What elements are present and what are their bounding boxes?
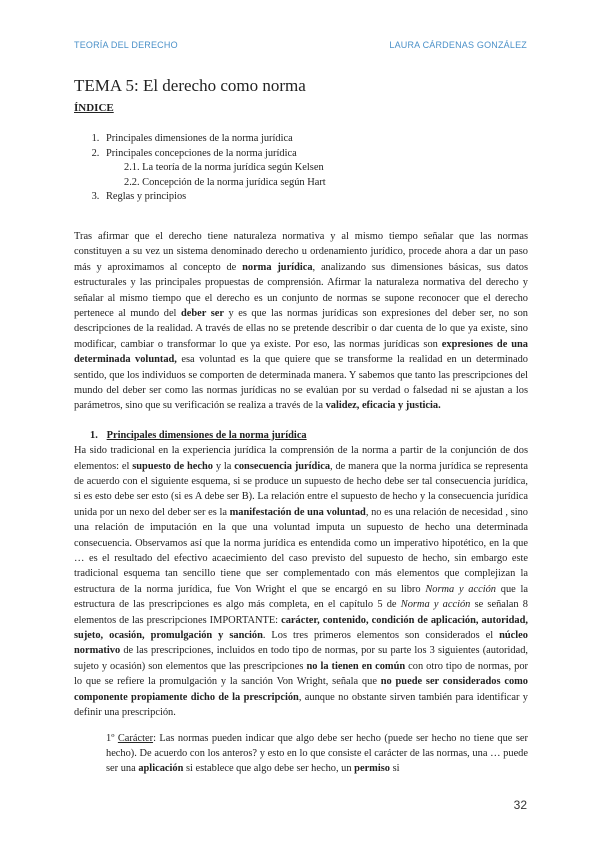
text-run: se señalan 8 elementos de las prescripciones IMPORTANTE:: [74, 599, 528, 626]
underlined-run: Carácter: [117, 732, 154, 744]
toc-item: [102, 147, 528, 191]
toc-item: 3. Reglas y principios: [102, 190, 528, 205]
text-run: si establece que algo debe ser hecho, un: [183, 763, 355, 775]
text-run: . Los tres primeros elementos son considerados el: [262, 630, 500, 642]
running-header-right: LAURA CÁRDENAS GONZÁLEZ: [389, 40, 527, 50]
section-number: 1.: [90, 429, 98, 441]
text-run: , analizando sus dimensiones básicas, sus datos estructurales y las principales propuestas de comprensión. Afirmar la naturaleza normativa del derecho y señalar al mismo tiempo que el derecho es un conjunto de normas se supone reconocer que el derecho pertenece al mundo del: [74, 261, 528, 319]
bold-run: validez, eficacia y justicia.: [325, 400, 441, 412]
bold-run: permiso: [354, 763, 390, 775]
text-run: 1º: [106, 732, 118, 744]
text-run: , no es una relación de necesidad , sino una relación de imputación en la que una voluntad imputa un supuesto de hecho una determinada consecuencia. Observamos así que la norma jurídica es entendida como un imperativo hipotético, en la que … es el resultado del efectivo acaecimiento del caso previsto del supuesto de hecho, sin embargo este tradicional esquema tan sencillo tiene que ser complementado con más elementos que complejizan la estructura de la norma jurídica, fue Von Wright el que se encargó en su libro: [74, 506, 529, 595]
bold-run: manifestación de una voluntad: [229, 506, 366, 518]
text-run: esa voluntad es la que quiere que se transforme la realidad en un determinado sentido, que los individuos se comporten de determinada manera. Y sabemos que tanto las prescripciones del mundo del deber ser como las normas jurídicas no se evalúan por su verdad o falsedad ni se ajustan a los parámetros, sino que su verificación se realiza a través de la: [74, 354, 528, 412]
toc-sublist: [106, 161, 528, 190]
bold-run: no la tienen en común: [306, 660, 406, 672]
text-run: de las prescripciones, incluidos en todo tipo de normas, por su parte los 3 siguientes (autoridad, sujeto y ocasión) son elementos que las prescripciones: [74, 645, 528, 672]
page-number: 32: [513, 798, 527, 812]
section-title: Principales dimensiones de la norma jurídica: [106, 429, 307, 441]
bold-run: carácter, contenido, condición de aplicación, autoridad, sujeto, ocasión, promulgación y sanción: [74, 614, 528, 642]
text-run: , de manera que la norma jurídica se representa de acuerdo con el siguiente esquema, si se produce un supuesto de hecho debe ser tal consecuencia jurídica, si es esto debe ser esto (si es A debe ser B). La relación entre el supuesto de hecho y la consecuencia jurídica unida por un nexo del deber ser es la: [74, 460, 528, 518]
text-run: que la estructura de las prescripciones es algo más completa, en el capítulo 5 de: [74, 583, 528, 611]
page-title: TEMA 5: El derecho como norma: [74, 76, 306, 95]
text-run: con otro tipo de normas, por lo que se refiere la promulgación y la sanción Von Wright, señala que: [74, 660, 528, 688]
bold-run: núcleo normativo: [74, 630, 528, 657]
toc-subitem: 2.1. La teoría de la norma jurídica según Kelsen: [124, 162, 324, 174]
section-paragraph: [74, 443, 528, 720]
table-of-contents: [74, 132, 528, 205]
text-run: Tras afirmar que el derecho tiene naturaleza normativa y al mismo tiempo señalar que las normas constituyen a su vez un sistema denominado derecho u ordenamiento jurídico, procede ahora a dar un paso más y aproximamos al concepto de: [74, 230, 528, 273]
index-heading: ÍNDICE: [74, 102, 114, 114]
bold-run: aplicación: [138, 763, 184, 775]
toc-subitem: 2.2. Concepción de la norma jurídica según Hart: [124, 176, 326, 188]
text-run: Ha sido tradicional en la experiencia jurídica la comprensión de la norma a partir de la conjunción de dos elementos: el: [74, 445, 528, 472]
text-run: si: [389, 763, 400, 775]
italic-run: Norma y acción: [425, 583, 496, 595]
toc-item: 1. Principales dimensiones de la norma jurídica: [102, 132, 528, 147]
bold-run: no puede ser considerados como componente propiamente dicho de la prescripción: [74, 676, 528, 703]
text-run: y la: [212, 460, 235, 472]
text-run: , aunque no obstante sirven también para identificar y definir una prescripción.: [74, 691, 528, 719]
page-content: [74, 76, 528, 777]
section-heading: [74, 428, 528, 443]
bold-run: supuesto de hecho: [132, 460, 213, 472]
text-run: : Las normas pueden indicar que algo debe ser hecho (puede ser hecho no tiene que ser hecho). De acuerdo con los anteros? y esto en lo que consiste el carácter de las normas, una … puede ser una: [106, 732, 528, 775]
toc-item-label: Principales concepciones de la norma jurídica: [106, 147, 297, 159]
text-run: y es que las normas jurídicas son expresiones del deber ser, no son descripciones de la realidad. A través de ellas no se pretende describir o dar cuenta de lo que ya existe, sino modificar, cambiar o transformar lo que ya existe. Por eso, las normas jurídicas son: [74, 307, 528, 350]
list-item-paragraph: [74, 731, 528, 777]
italic-run: Norma y acción: [400, 599, 471, 611]
bold-run: deber ser: [180, 307, 224, 319]
bold-run: expresiones de una determinada voluntad,: [74, 338, 528, 366]
running-header-left: TEORÍA DEL DERECHO: [74, 40, 178, 50]
bold-run: norma jurídica: [242, 261, 313, 273]
intro-paragraph: [74, 229, 528, 414]
bold-run: consecuencia jurídica: [234, 460, 331, 472]
